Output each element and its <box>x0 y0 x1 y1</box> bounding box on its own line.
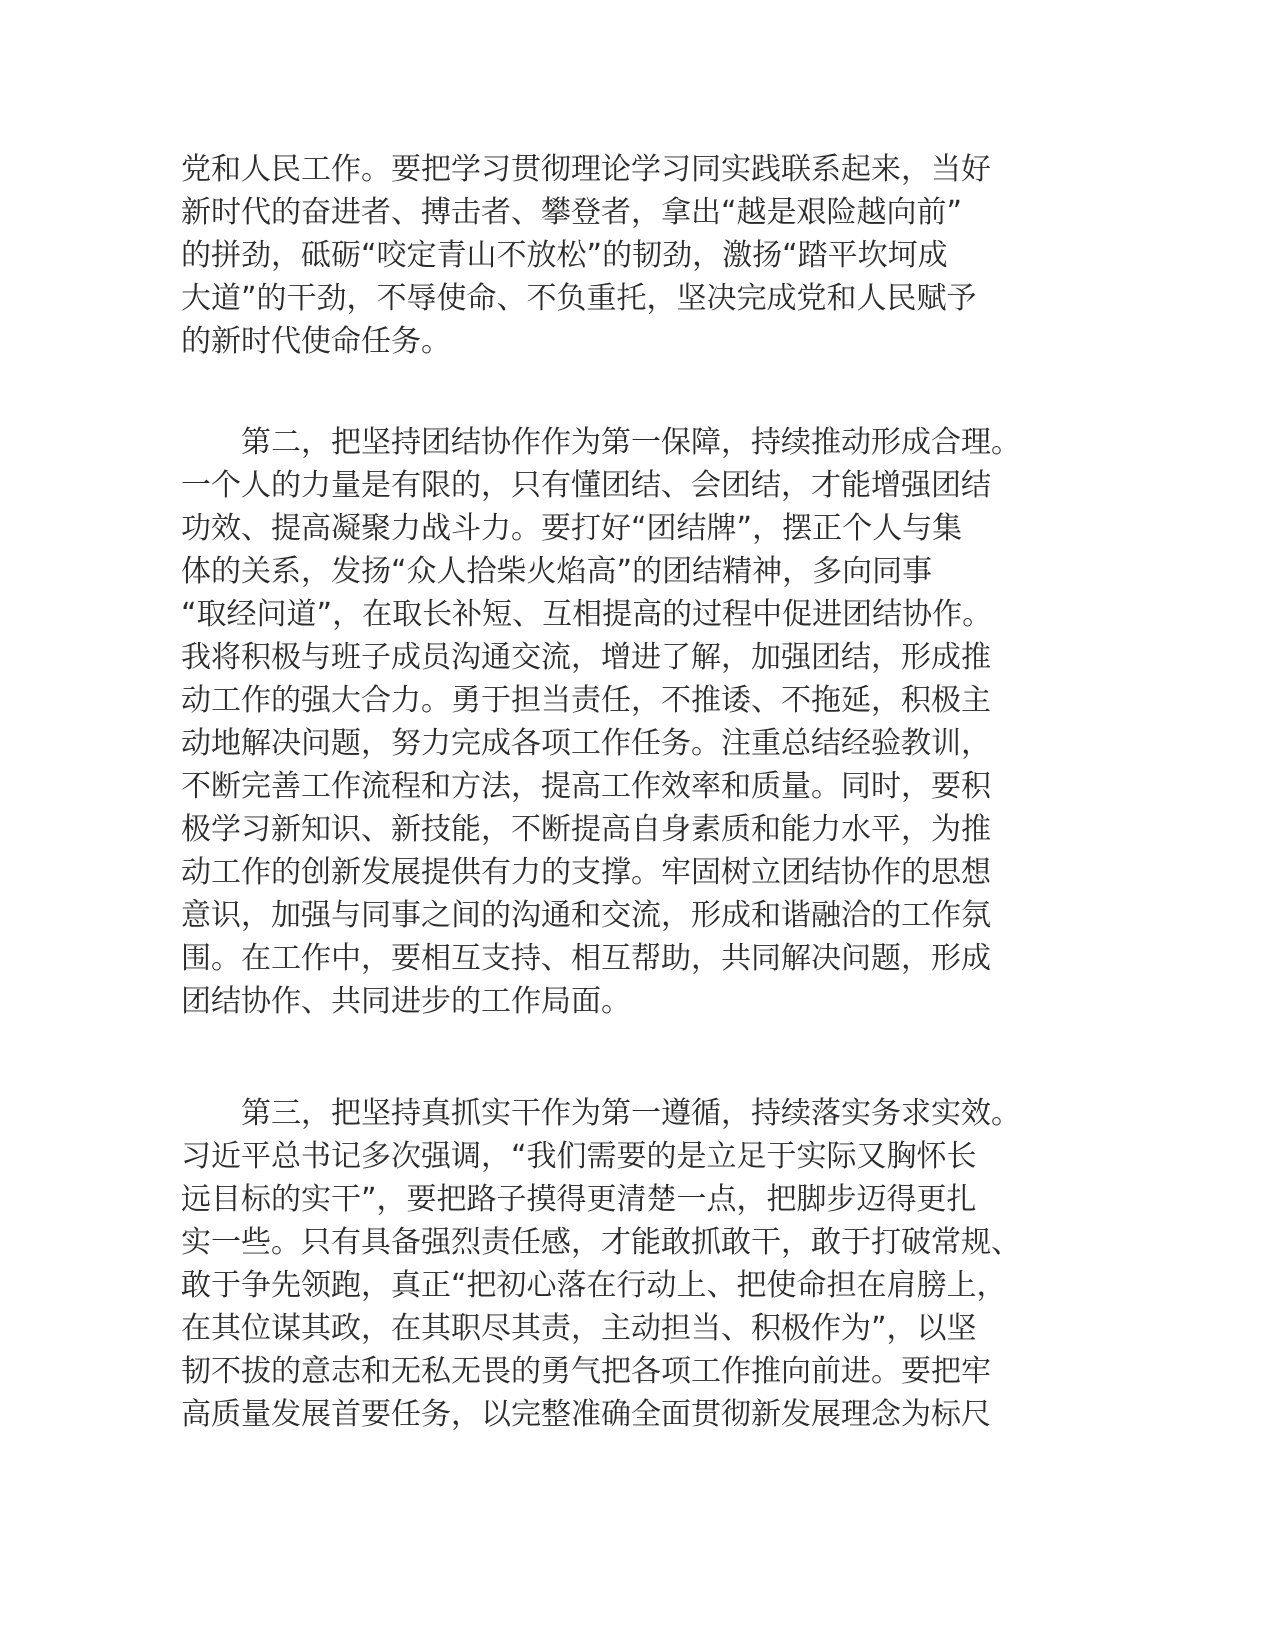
paragraph-line: 功效、提高凝聚力战斗力。要打好“团结牌”，摆正个人与集 <box>181 511 963 546</box>
paragraph-line: 高质量发展首要任务，以完整准确全面贯彻新发展理念为标尺 <box>181 1397 991 1432</box>
paragraph-line: 我将积极与班子成员沟通交流，增进了解，加强团结，形成推 <box>181 640 991 675</box>
paragraph-line: “取经问道”，在取长补短、互相提高的过程中促进团结协作。 <box>181 597 993 632</box>
paragraph-line: 团结协作、共同进步的工作局面。 <box>181 984 631 1019</box>
paragraph-line: 远目标的实干”，要把路子摸得更清楚一点，把脚步迈得更扎 <box>181 1182 977 1217</box>
paragraph-line: 极学习新知识、新技能，不断提高自身素质和能力水平，为推 <box>181 812 991 847</box>
paragraph-line: 动工作的创新发展提供有力的支撑。牢固树立团结协作的思想 <box>181 855 991 890</box>
paragraph-line: 一个人的力量是有限的，只有懂团结、会团结，才能增强团结 <box>181 468 991 503</box>
paragraph-line: 的拼劲，砥砺“咬定青山不放松”的韧劲，激扬“踏平坎坷成 <box>181 238 948 273</box>
paragraph-line: 意识，加强与同事之间的沟通和交流，形成和谐融洽的工作氛 <box>181 898 991 933</box>
paragraph-line: 第二，把坚持团结协作作为第一保障，持续推动形成合理。 <box>181 425 1021 460</box>
paragraph-line: 体的关系，发扬“众人拾柴火焰高”的团结精神，多向同事 <box>181 554 933 589</box>
paragraph-line: 在其位谋其政，在其职尽其责，主动担当、积极作为”，以坚 <box>181 1311 977 1346</box>
paragraph-line: 实一些。只有具备强烈责任感，才能敢抓敢干，敢于打破常规、 <box>181 1225 1021 1260</box>
paragraph-line: 动工作的强大合力。勇于担当责任，不推诿、不拖延，积极主 <box>181 683 991 718</box>
paragraph-line: 习近平总书记多次强调，“我们需要的是立足于实际又胸怀长 <box>181 1139 977 1174</box>
paragraph-line: 动地解决问题，努力完成各项工作任务。注重总结经验教训， <box>181 726 991 761</box>
paragraph-1 <box>181 148 1061 363</box>
paragraph-2 <box>181 421 1061 1023</box>
paragraph-line: 围。在工作中，要相互支持、相互帮助，共同解决问题，形成 <box>181 941 991 976</box>
paragraph-line: 新时代的奋进者、搏击者、攀登者，拿出“越是艰险越向前” <box>181 195 963 230</box>
paragraph-line: 党和人民工作。要把学习贯彻理论学习同实践联系起来，当好 <box>181 152 991 187</box>
paragraph-line: 韧不拔的意志和无私无畏的勇气把各项工作推向前进。要把牢 <box>181 1354 991 1389</box>
paragraph-line: 敢于争先领跑，真正“把初心落在行动上、把使命担在肩膀上， <box>181 1268 1007 1303</box>
paragraph-3 <box>181 1092 1061 1436</box>
paragraph-line: 大道”的干劲，不辱使命、不负重托，坚决完成党和人民赋予 <box>181 281 977 316</box>
paragraph-line: 的新时代使命任务。 <box>181 324 451 359</box>
paragraph-line: 不断完善工作流程和方法，提高工作效率和质量。同时，要积 <box>181 769 991 804</box>
paragraph-line: 第三，把坚持真抓实干作为第一遵循，持续落实务求实效。 <box>181 1096 1021 1131</box>
